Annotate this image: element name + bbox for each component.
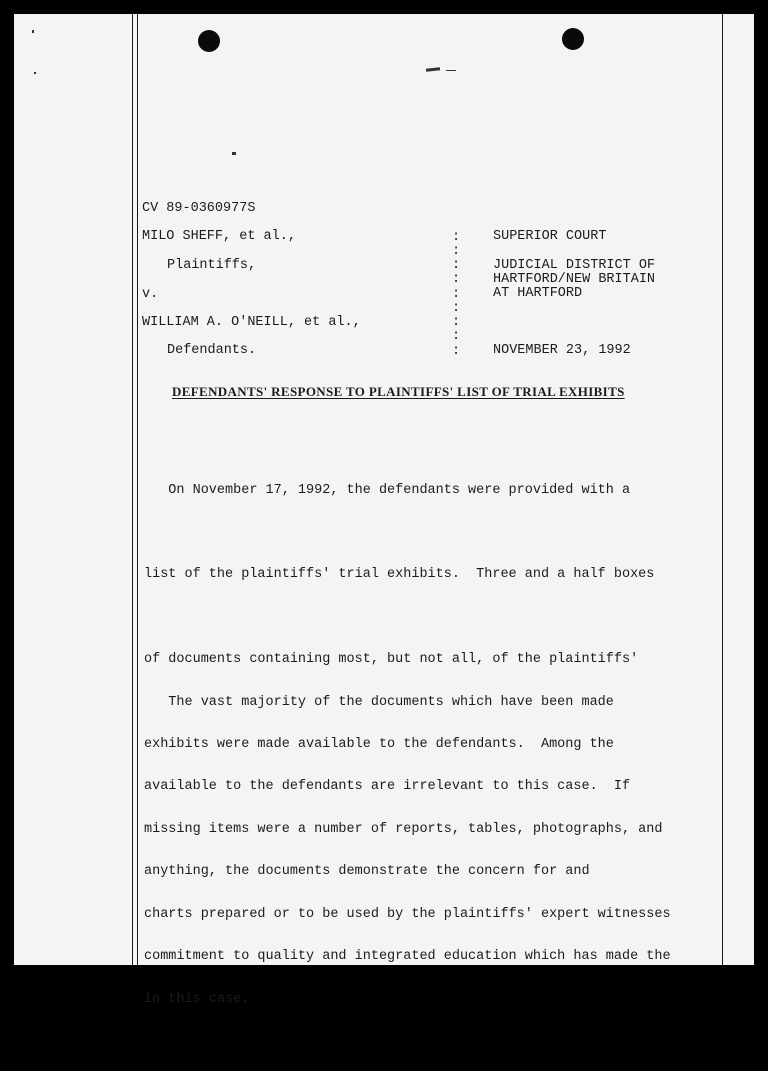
scan-mark: [34, 72, 36, 74]
paragraph-line: anything, the documents demonstrate the concern for and: [144, 864, 590, 880]
caption-divider: :: [452, 287, 461, 302]
filing-date: NOVEMBER 23, 1992: [493, 343, 631, 358]
scan-mark: [232, 152, 236, 155]
punch-hole-right: [562, 28, 584, 50]
district-line-1: JUDICIAL DISTRICT OF: [493, 258, 656, 273]
paragraph-line: list of the plaintiffs' trial exhibits. Three and a half boxes: [144, 567, 655, 583]
scan-mark: [32, 30, 34, 33]
paragraph-line: available to the defendants are irrelevant to this case. If: [144, 779, 631, 795]
caption-divider: :: [452, 244, 461, 259]
defendant-name: WILLIAM A. O'NEILL, et al.,: [142, 315, 361, 330]
scan-mark: [426, 67, 440, 71]
punch-hole-left: [198, 30, 220, 52]
left-margin-rule-outer: [132, 14, 133, 965]
plaintiff-role: Plaintiffs,: [167, 258, 257, 273]
paragraph-line: charts prepared or to be used by the plaintiffs' expert witnesses: [144, 907, 671, 923]
caption-divider: :: [452, 272, 461, 287]
caption-divider: :: [452, 329, 461, 344]
paragraph-line: On November 17, 1992, the defendants were provided with a: [144, 482, 631, 498]
district-line-2: HARTFORD/NEW BRITAIN: [493, 272, 656, 287]
paragraph-line: The vast majority of the documents which have been made: [144, 694, 614, 710]
paragraph-line: commitment to quality and integrated education which has made the: [144, 949, 671, 965]
caption-divider: :: [452, 344, 461, 359]
caption-divider: :: [452, 230, 461, 245]
document-title: DEFENDANTS' RESPONSE TO PLAINTIFFS' LIST OF TRIAL EXHIBITS: [172, 384, 625, 399]
paragraph-line: exhibits were made available to the defendants. Among the: [144, 737, 614, 753]
plaintiff-name: MILO SHEFF, et al.,: [142, 229, 296, 244]
document-page: [14, 14, 754, 1007]
court-name: SUPERIOR COURT: [493, 229, 607, 244]
left-margin-rule-inner: [137, 14, 138, 965]
caption-divider: :: [452, 301, 461, 316]
district-line-3: AT HARTFORD: [493, 286, 583, 301]
caption-divider: :: [452, 315, 461, 330]
paragraph-line: in this case.: [144, 991, 250, 1007]
scan-mark: [446, 70, 456, 71]
paragraph-line: missing items were a number of reports, tables, photographs, and: [144, 822, 663, 838]
caption-divider: :: [452, 258, 461, 273]
versus: v.: [142, 287, 159, 302]
paragraph-2: [144, 632, 724, 1028]
case-number: CV 89-0360977S: [142, 201, 256, 216]
defendant-role: Defendants.: [167, 343, 257, 358]
paragraph-line: of documents containing most, but not all, of the plaintiffs': [144, 652, 639, 668]
